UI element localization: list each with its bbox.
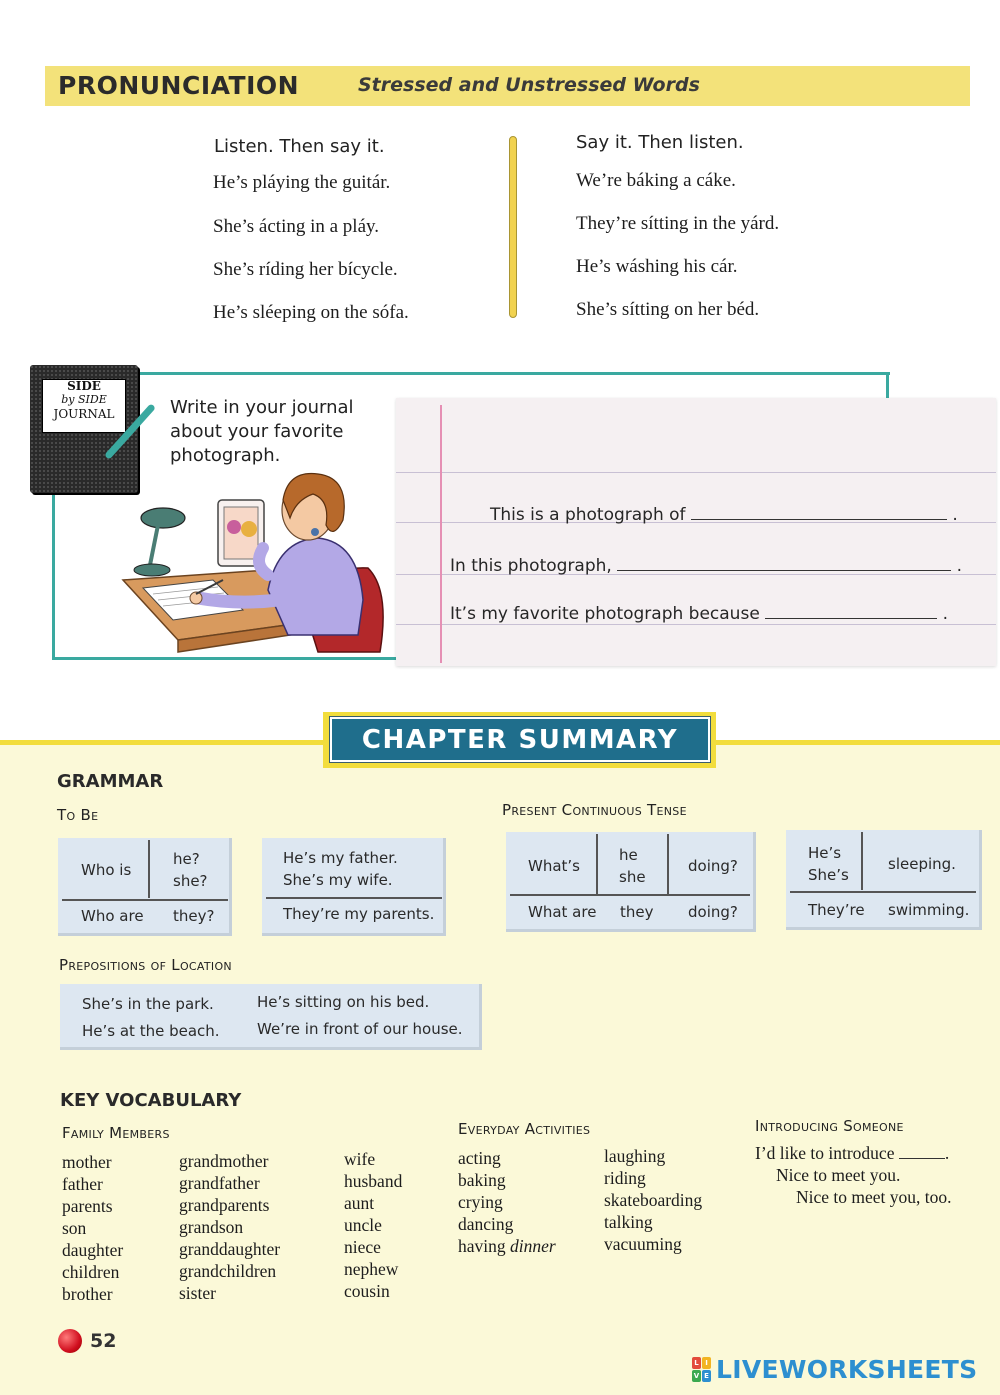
- logo-square: V: [693, 1372, 700, 1380]
- vocab-word: dancing: [458, 1214, 514, 1234]
- sleeping-text: sleeping.: [888, 855, 956, 873]
- grid-line: [266, 897, 442, 899]
- activities-list-2: [604, 1145, 702, 1255]
- journal-line-3-period: .: [942, 604, 948, 624]
- dinner-text: dinner: [510, 1236, 556, 1256]
- grid-line: [790, 891, 976, 893]
- prep-park-text: She’s in the park.: [82, 995, 214, 1013]
- paper-rule: [396, 472, 996, 473]
- vocab-word: grandchildren: [179, 1261, 277, 1281]
- he-text: he: [619, 846, 638, 864]
- doing-text-2: doing?: [688, 903, 738, 921]
- liveworksheets-brand[interactable]: LIVEWORKSHEETS: [716, 1355, 978, 1384]
- vocab-word: son: [62, 1218, 87, 1238]
- to-be-heading: To Be: [57, 806, 99, 824]
- introduce-line: I’d like to introduce .: [755, 1143, 950, 1163]
- vocab-word: grandfather: [179, 1173, 260, 1193]
- pron-right-line-1: We’re báking a cáke.: [576, 170, 736, 191]
- prep-bed-text: He’s sitting on his bed.: [257, 993, 430, 1011]
- vocab-word: aunt: [344, 1193, 375, 1213]
- who-is-text: Who is: [81, 861, 132, 879]
- prepositions-heading: Prepositions of Location: [59, 956, 232, 974]
- vocab-word: crying: [458, 1192, 503, 1212]
- vocab-word: nephew: [344, 1259, 399, 1279]
- blank-in-this-photograph[interactable]: [617, 557, 951, 571]
- journal-paper: [396, 398, 996, 666]
- he-question-text: he?: [173, 850, 200, 868]
- vocab-word: mother: [62, 1152, 112, 1172]
- grid-line: [667, 834, 669, 894]
- pron-right-line-3: He’s wáshing his cár.: [576, 256, 738, 277]
- logo-square: L: [692, 1357, 701, 1369]
- blank-photograph-of[interactable]: [691, 506, 947, 520]
- journal-line-3-text: It’s my favorite photograph because: [450, 604, 760, 624]
- theyre-my-parents-text: They’re my parents.: [283, 905, 435, 923]
- vocab-word: baking: [458, 1170, 506, 1190]
- paper-margin-line: [440, 405, 442, 663]
- shes-text: She’s: [808, 866, 849, 884]
- pron-left-line-3: She’s ríding her bícycle.: [213, 259, 398, 280]
- whats-text: What’s: [528, 857, 580, 875]
- logo-square: I: [702, 1357, 711, 1369]
- chapter-summary-banner: CHAPTER SUMMARY: [330, 717, 710, 762]
- what-are-text: What are: [528, 903, 597, 921]
- pron-right-line-2: They’re sítting in the yárd.: [576, 213, 780, 234]
- paper-rule: [396, 624, 996, 625]
- vocab-word: sister: [179, 1283, 216, 1303]
- vocab-word: uncle: [344, 1215, 382, 1235]
- grid-line: [62, 899, 228, 901]
- woman-at-desk-illustration: [118, 470, 393, 658]
- page-marker-icon: [58, 1329, 82, 1353]
- theyre-text: They’re: [808, 901, 865, 919]
- vocab-word: daughter: [62, 1240, 124, 1260]
- vocab-word: brother: [62, 1284, 113, 1304]
- journal-line-1-period: .: [952, 505, 958, 525]
- family-list-1: [62, 1151, 123, 1305]
- vocab-word: niece: [344, 1237, 381, 1257]
- activities-list-1: [458, 1147, 556, 1257]
- listen-heading: Listen. Then say it.: [214, 136, 385, 157]
- vocab-word: parents: [62, 1196, 113, 1216]
- journal-line-3: [450, 604, 948, 624]
- prep-house-text: We’re in front of our house.: [257, 1020, 463, 1038]
- who-are-text: Who are: [81, 907, 144, 925]
- vocab-word: skateboarding: [604, 1190, 703, 1210]
- journal-label-side: SIDE: [67, 379, 101, 393]
- family-list-2: [179, 1150, 280, 1304]
- vocab-word: laughing: [604, 1146, 666, 1166]
- vocab-word: father: [62, 1174, 103, 1194]
- key-vocabulary-heading: KEY VOCABULARY: [60, 1090, 242, 1111]
- journal-label-journal: JOURNAL: [53, 407, 115, 421]
- introduce-text: I’d like to introduce: [755, 1143, 895, 1163]
- vocab-word: cousin: [344, 1281, 390, 1301]
- vocab-word: riding: [604, 1168, 646, 1188]
- vocab-word: grandmother: [179, 1151, 269, 1171]
- say-heading: Say it. Then listen.: [576, 132, 744, 153]
- pronunciation-title: PRONUNCIATION: [58, 71, 300, 100]
- nice-to-meet-you-too-text: Nice to meet you, too.: [796, 1187, 952, 1207]
- pron-left-line-1: He’s pláying the guitár.: [213, 172, 391, 193]
- journal-book-label: [42, 379, 126, 433]
- journal-line-2-period: .: [956, 556, 963, 576]
- journal-line-1-text: This is a photograph of: [490, 505, 686, 525]
- vocab-word: husband: [344, 1171, 403, 1191]
- present-continuous-heading: Present Continuous Tense: [502, 801, 687, 819]
- hes-text: He’s: [808, 844, 842, 862]
- family-list-3: [344, 1148, 402, 1302]
- vocab-word: grandson: [179, 1217, 244, 1237]
- prep-beach-text: He’s at the beach.: [82, 1022, 220, 1040]
- pron-left-line-4: He’s sléeping on the sófa.: [213, 302, 409, 323]
- grid-line: [510, 894, 750, 896]
- pron-left-line-2: She’s ácting in a pláy.: [213, 216, 380, 237]
- vocab-word: talking: [604, 1212, 653, 1232]
- they-question-text: they?: [173, 907, 215, 925]
- grid-line: [596, 834, 598, 894]
- introducing-someone-heading: Introducing Someone: [755, 1117, 904, 1135]
- hes-my-father-text: He’s my father.: [283, 849, 398, 867]
- blank-introduce-name[interactable]: [899, 1146, 945, 1159]
- journal-line-2: [450, 556, 962, 576]
- journal-label-byside: by SIDE: [61, 393, 107, 406]
- nice-to-meet-you-text: Nice to meet you.: [776, 1165, 901, 1185]
- everyday-activities-heading: Everyday Activities: [458, 1120, 591, 1138]
- vocab-word: acting: [458, 1148, 501, 1168]
- vocab-word: vacuuming: [604, 1234, 682, 1254]
- shes-my-wife-text: She’s my wife.: [283, 871, 393, 889]
- page-number: 52: [90, 1330, 117, 1352]
- column-divider: [509, 136, 517, 318]
- vocab-word: granddaughter: [179, 1239, 281, 1259]
- they-text: they: [620, 903, 654, 921]
- journal-prompt: Write in your journal about your favorite photograph.: [170, 397, 354, 466]
- journal-line-2-text: In this photograph,: [450, 556, 612, 576]
- logo-square: E: [702, 1370, 711, 1382]
- vocab-word: wife: [344, 1149, 376, 1169]
- doing-text: doing?: [688, 857, 738, 875]
- liveworksheets-logo-icon: [692, 1357, 712, 1383]
- grammar-heading: GRAMMAR: [57, 771, 164, 792]
- having-text: having: [458, 1236, 506, 1256]
- journal-line-1: [490, 505, 958, 525]
- swimming-text: swimming.: [888, 901, 970, 919]
- vocab-word: children: [62, 1262, 120, 1282]
- grid-line: [148, 840, 150, 898]
- vocab-word: grandparents: [179, 1195, 270, 1215]
- vocab-word-having-dinner: [458, 1235, 556, 1257]
- pronunciation-subtitle: Stressed and Unstressed Words: [358, 74, 700, 96]
- grid-line: [861, 832, 863, 890]
- family-members-heading: Family Members: [62, 1124, 170, 1142]
- she-text: she: [619, 868, 646, 886]
- blank-favorite-because[interactable]: [765, 605, 937, 619]
- pron-right-line-4: She’s sítting on her béd.: [576, 299, 760, 320]
- she-question-text: she?: [173, 872, 208, 890]
